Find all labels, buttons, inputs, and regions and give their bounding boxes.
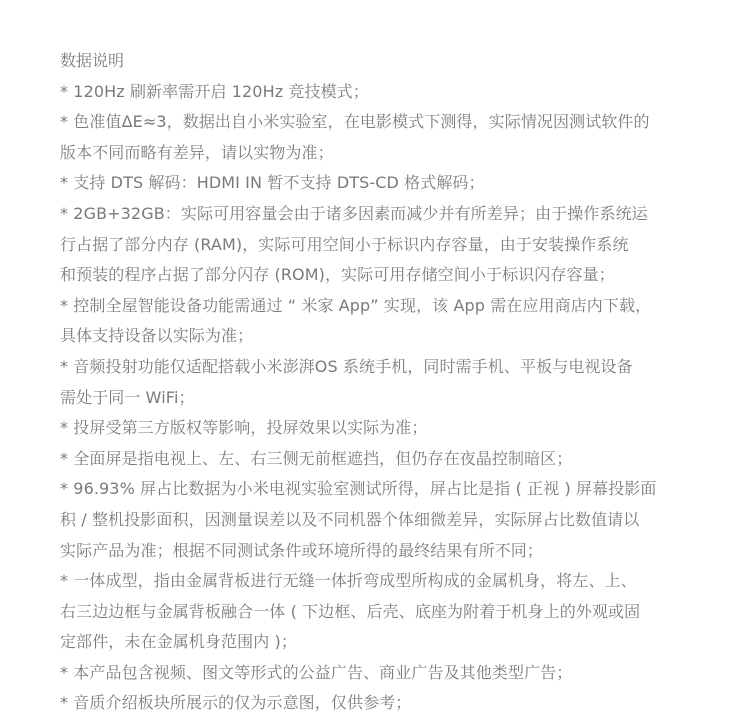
note-item [60,566,700,658]
note-line: 需处于同一 WiFi； [60,387,195,407]
note-line: * 投屏受第三方版权等影响，投屏效果以实际为准； [60,418,428,438]
note-line: 定部件，未在金属机身范围内 )； [60,632,297,652]
note-item [60,688,700,719]
note-item [60,168,700,199]
note-item [60,77,700,108]
note-item [60,199,700,291]
note-item [60,107,700,168]
note-line: 具体支持设备以实际为准； [60,326,254,346]
note-line: * 音频投射功能仅适配搭载小米澎湃OS 系统手机，同时需手机、平板与电视设备 [60,356,633,376]
note-line: * 一体成型，指由金属背板进行无缝一体折弯成型所构成的金属机身，将左、上、 [60,571,637,591]
data-notes-section [60,46,700,719]
note-line: * 2GB+32GB：实际可用容量会由于诸多因素而减少并有所差异；由于操作系统运 [60,203,648,223]
note-line: 右三边边框与金属背板融合一体 ( 下边框、后壳、底座为附着于机身上的外观或固 [60,601,641,621]
note-line: * 本产品包含视频、图文等形式的公益广告、商业广告及其他类型广告； [60,662,573,682]
note-line: * 音质介绍板块所展示的仅为示意图，仅供参考； [60,693,412,713]
note-line: * 支持 DTS 解码：HDMI IN 暂不支持 DTS-CD 格式解码； [60,173,485,193]
note-item [60,291,700,352]
note-line: 积 / 整机投影面积，因测量误差以及不同机器个体细微差异，实际屏占比数值请以 [60,509,640,529]
note-item [60,474,700,566]
note-item [60,352,700,413]
notes-title: 数据说明 [60,51,125,70]
note-line: * 全面屏是指电视上、左、右三侧无前框遮挡，但仍存在夜晶控制暗区； [60,448,573,468]
note-line: * 96.93% 屏占比数据为小米电视实验室测试所得，屏占比是指 ( 正视 ) 屏幕投影面 [60,479,657,499]
note-line: 和预装的程序占据了部分闪存 (ROM)，实际可用存储空间小于标识闪存容量； [60,265,615,285]
note-line: 行占据了部分内存 (RAM)，实际可用空间小于标识内存容量，由于安装操作系统 [60,234,629,254]
note-line: * 控制全屋智能设备功能需通过 “ 米家 App” 实现，该 App 需在应用商店内下载， [60,295,652,315]
notes-list [60,77,700,719]
note-line: * 色准值ΔE≈3，数据出自小米实验室，在电影模式下测得，实际情况因测试软件的 [60,112,650,132]
note-item [60,413,700,444]
note-line: 版本不同而略有差异，请以实物为准； [60,142,334,162]
note-line: 实际产品为准；根据不同测试条件或环境所得的最终结果有所不同； [60,540,544,560]
note-item [60,444,700,475]
note-line: * 120Hz 刷新率需开启 120Hz 竞技模式； [60,81,369,101]
note-item [60,658,700,689]
